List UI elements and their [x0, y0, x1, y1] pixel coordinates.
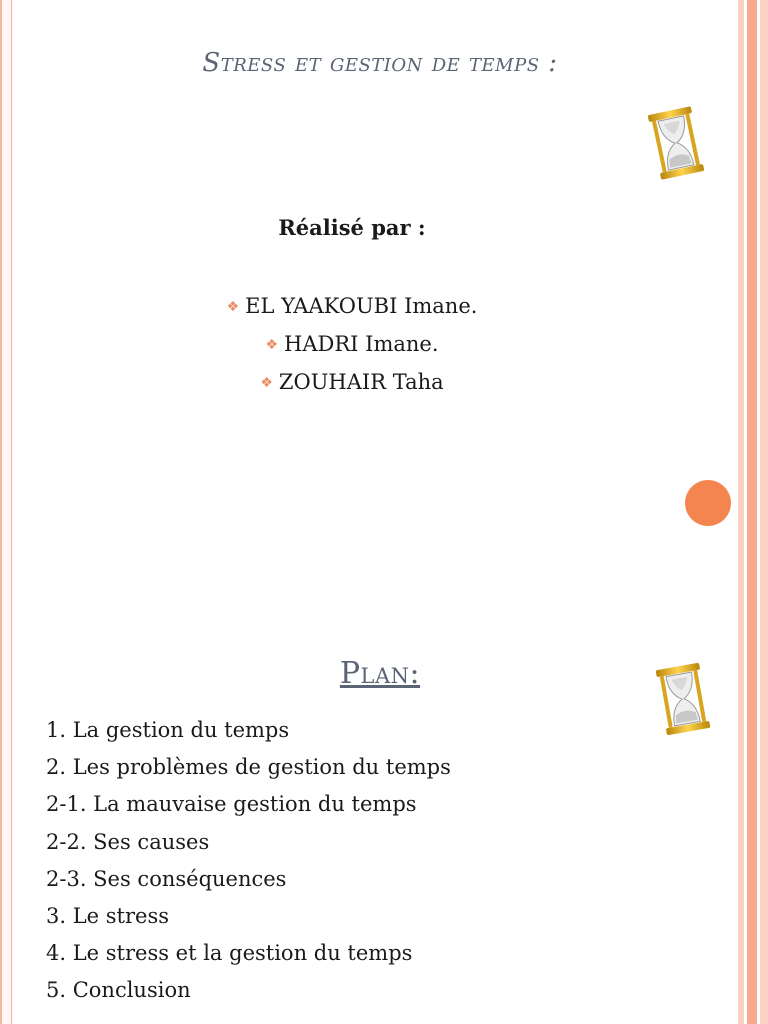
author-name: HADRI Imane. — [284, 332, 439, 356]
realise-par-label: Réalisé par : — [278, 215, 426, 240]
left-border-decoration — [0, 0, 12, 512]
list-item: 3. Le stress — [46, 904, 169, 929]
plan-list — [46, 712, 451, 1010]
author-name: EL YAAKOUBI Imane. — [245, 294, 478, 318]
list-item: 1. La gestion du temps — [46, 718, 290, 742]
list-item: 5. Conclusion — [46, 978, 191, 1003]
list-item — [0, 288, 704, 326]
list-item: 2-1. La mauvaise gestion du temps — [46, 792, 417, 817]
list-item: 2-2. Ses causes — [46, 829, 210, 854]
list-item: 2. Les problèmes de gestion du temps — [46, 755, 451, 780]
right-stripes-decoration — [738, 512, 768, 1024]
right-stripes-decoration — [738, 0, 768, 512]
diamond-bullet-icon: ❖ — [226, 299, 240, 315]
hourglass-icon — [649, 660, 716, 739]
slide-title: Stress et gestion de temps : — [202, 48, 558, 78]
list-item — [0, 326, 704, 364]
diamond-bullet-icon: ❖ — [265, 337, 279, 353]
author-name: ZOUHAIR Taha — [278, 370, 444, 394]
authors-list — [0, 288, 704, 402]
hourglass-icon — [641, 103, 710, 183]
slide-plan — [0, 512, 768, 1024]
orange-circle-decoration — [685, 480, 731, 526]
list-item — [0, 364, 704, 402]
plan-title: Plan: — [339, 656, 421, 691]
left-border-decoration — [0, 512, 12, 1024]
diamond-bullet-icon: ❖ — [260, 375, 273, 391]
list-item: 4. Le stress et la gestion du temps — [46, 941, 413, 966]
list-item: 2-3. Ses conséquences — [46, 866, 287, 891]
